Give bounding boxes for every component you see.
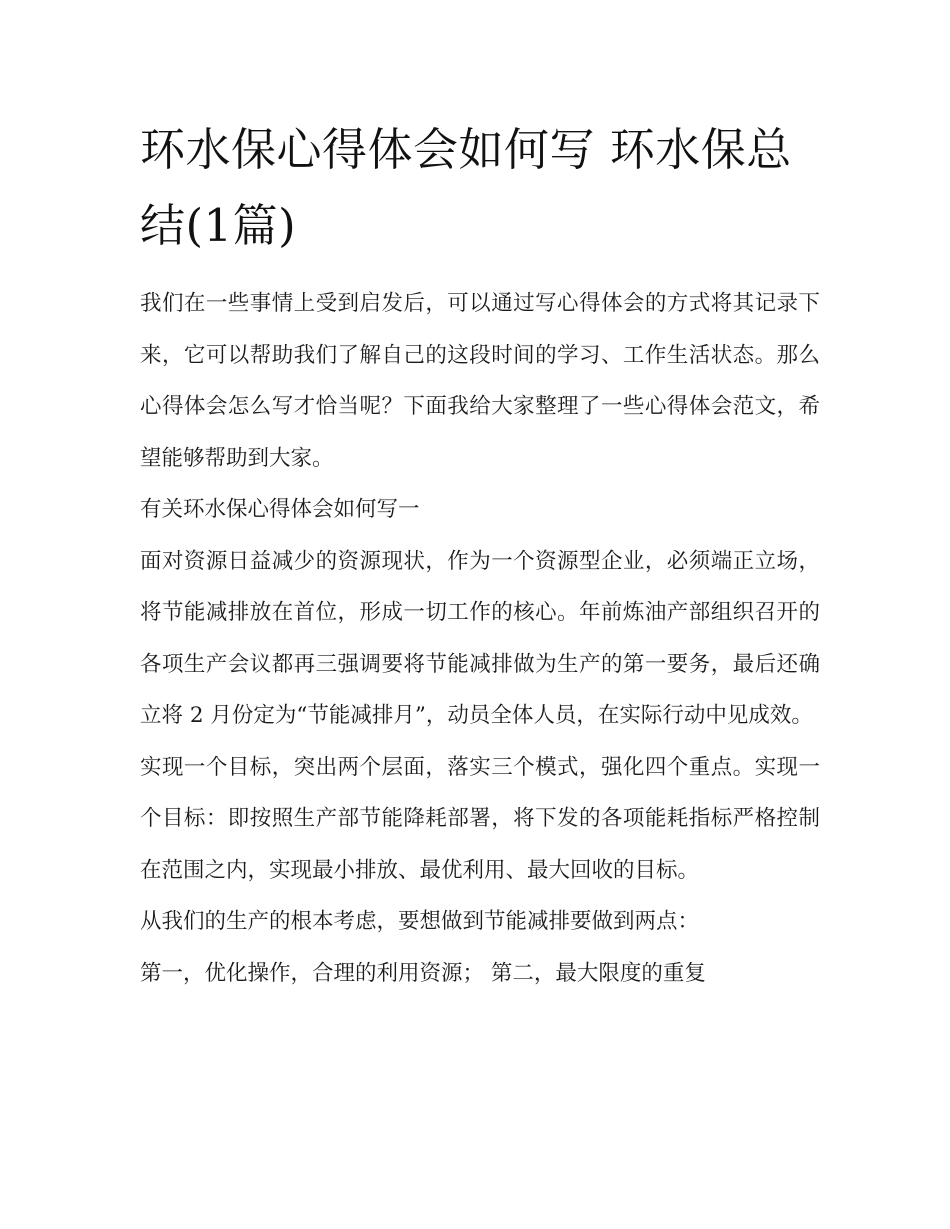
intro-paragraph: 我们在一些事情上受到启发后，可以通过写心得体会的方式将其记录下来，它可以帮助我们了解自己的这段时间的学习、工作生活状态。那么心得体会怎么写才恰当呢？下面我给大家整理了一些心得体会范文，希望能够帮助到大家。 xyxy=(140,291,820,471)
body-paragraph: 面对资源日益减少的资源现状，作为一个资源型企业，必须端正立场，将节能减排放在首位，形成一切工作的核心。年前炼油产部组织召开的各项生产会议都再三强调要将节能减排做为生产的第一要务，最后还确立将 2 月份定为“节能减排月”，动员全体人员，在实际行动中见成效。 xyxy=(140,548,820,728)
body-paragraph: 实现一个目标，突出两个层面，落实三个模式，强化四个重点。实现一个目标：即按照生产部节能降耗部署，将下发的各项能耗指标严格控制在范围之内，实现最小排放、最优利用、最大回收的目标。 xyxy=(140,754,820,883)
body-paragraph: 从我们的生产的根本考虑，要想做到节能减排要做到两点： xyxy=(140,909,700,934)
section-heading: 有关环水保心得体会如何写一 xyxy=(140,497,420,522)
body-paragraph: 第一，优化操作，合理的利用资源； 第二，最大限度的重复 xyxy=(140,960,706,986)
document-body xyxy=(140,112,820,999)
document-title: 环水保心得体会如何写 环水保总结(1篇) xyxy=(140,123,792,252)
